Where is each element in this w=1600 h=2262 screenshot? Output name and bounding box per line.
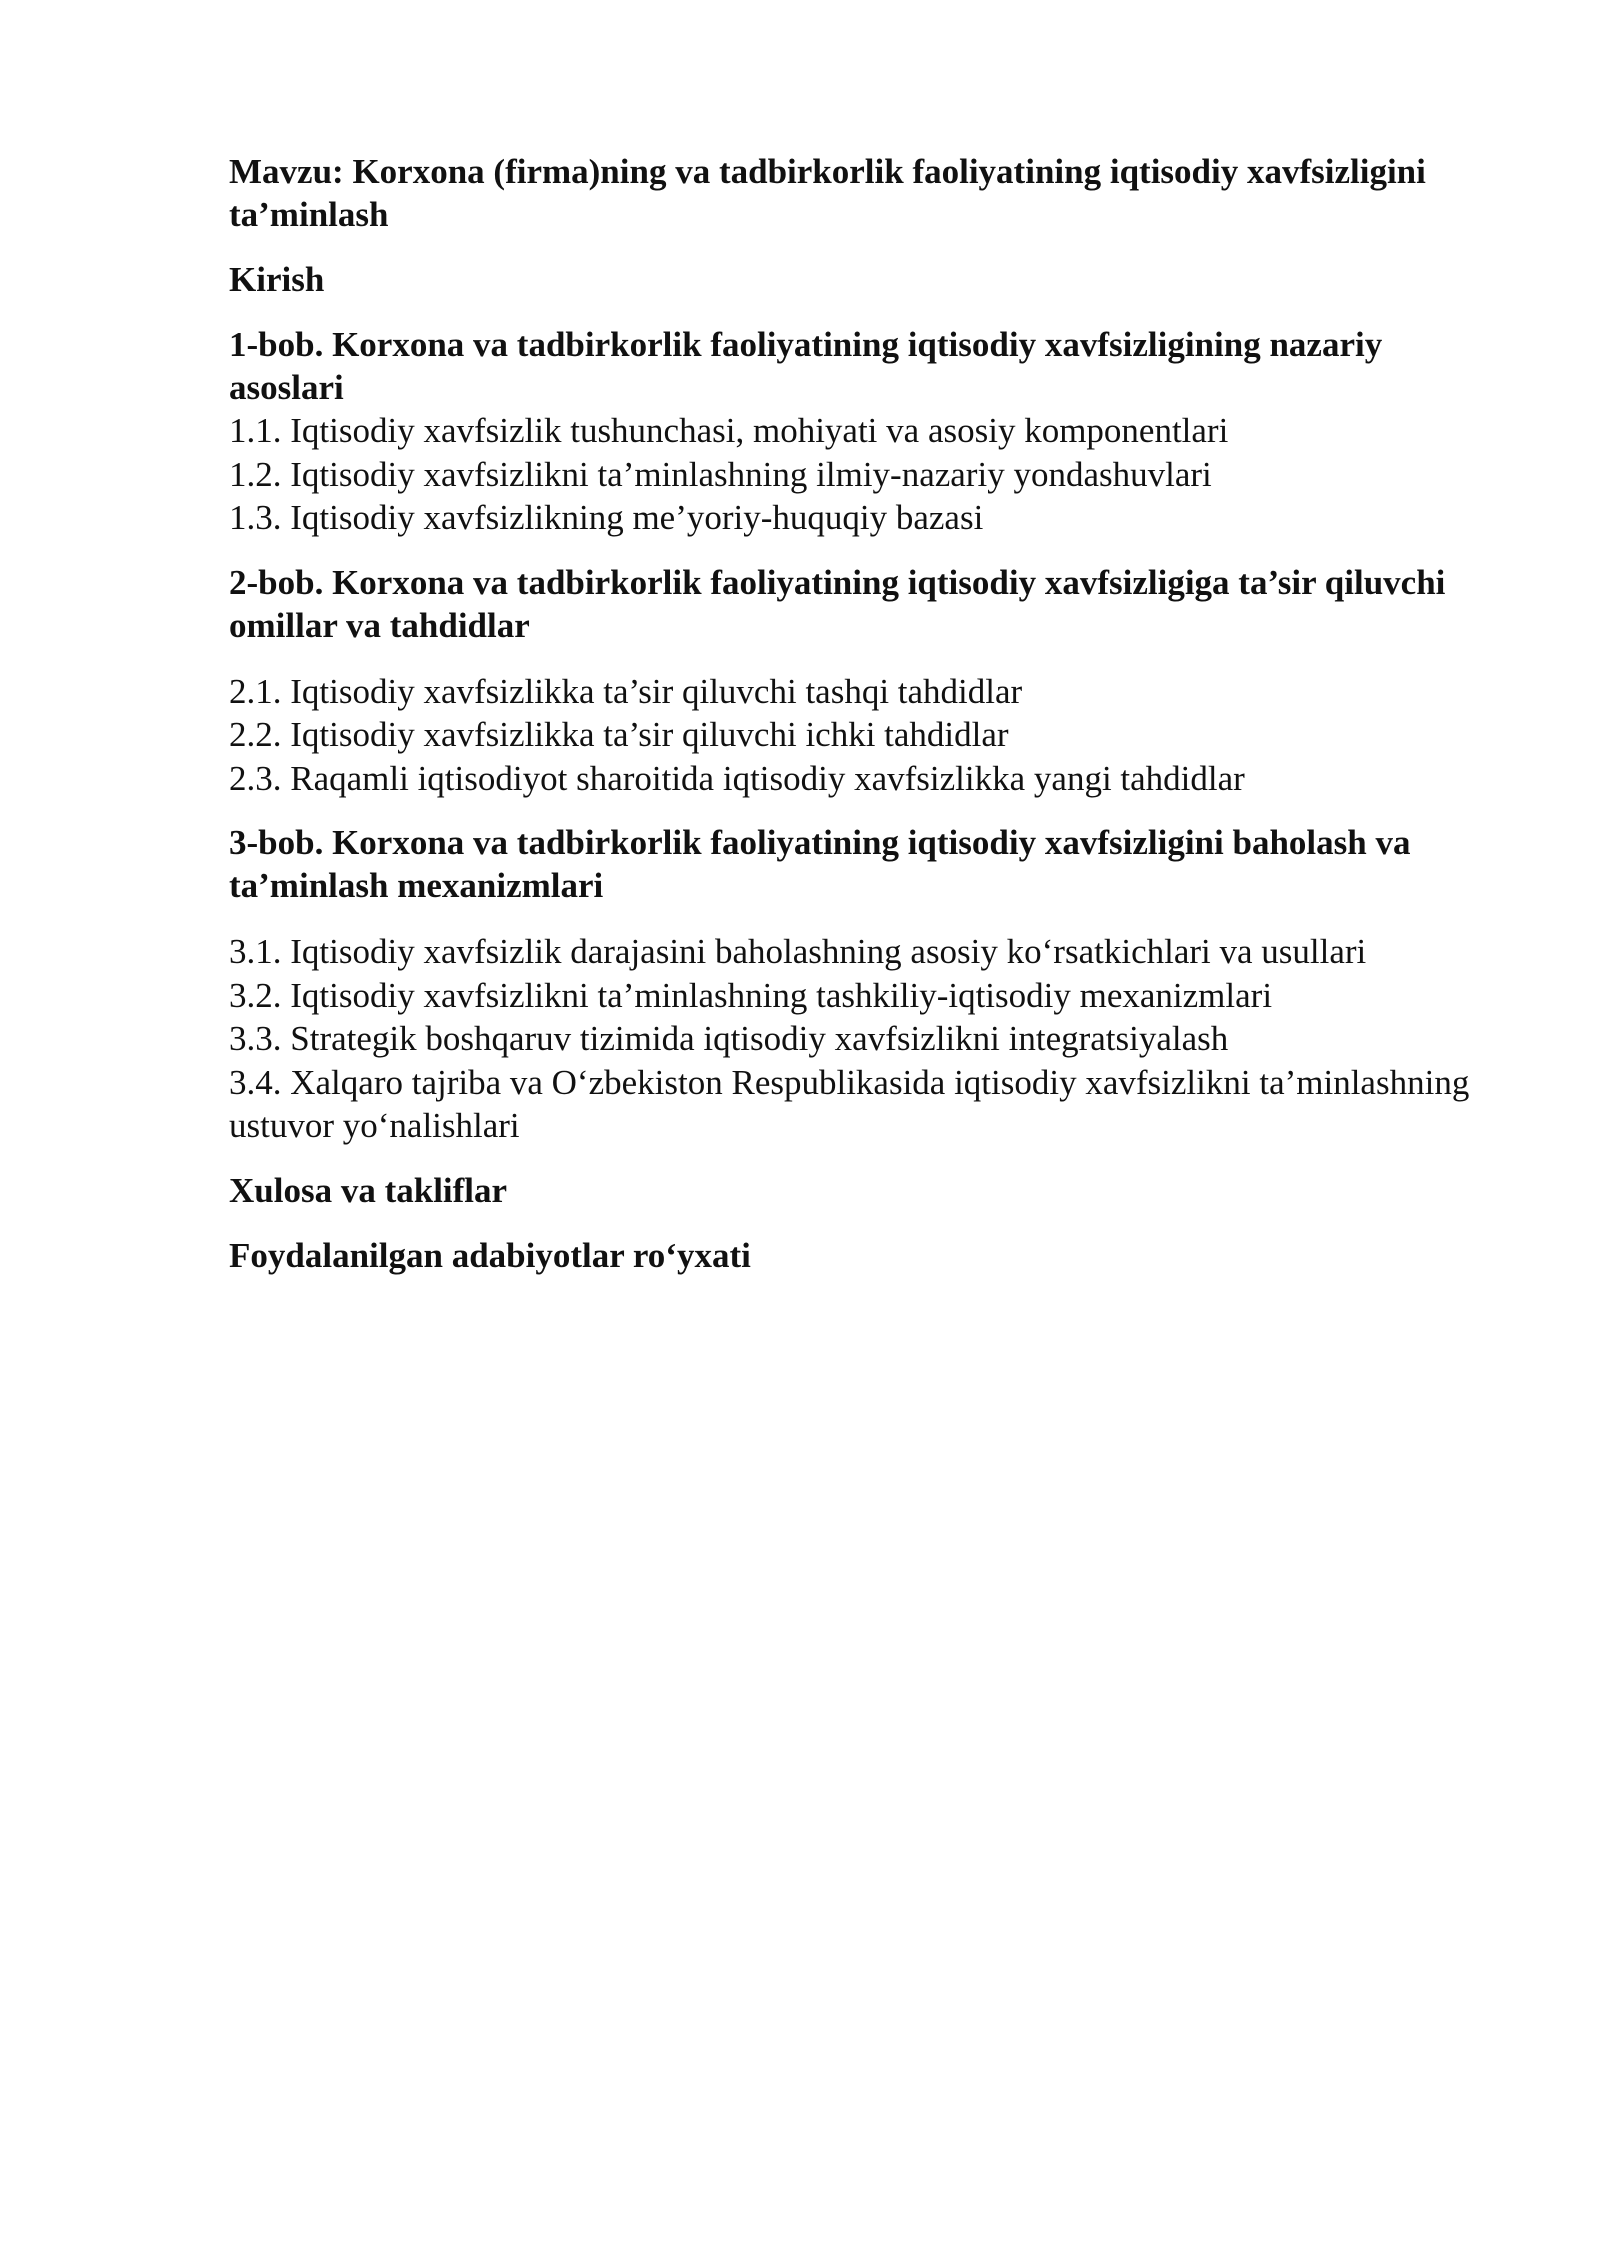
section-2-3: 2.3. Raqamli iqtisodiyot sharoitida iqtisodiy xavfsizlikka yangi tahdidlar	[229, 758, 1245, 798]
conclusion-heading: Xulosa va takliflar	[229, 1170, 508, 1210]
section-3-1: 3.1. Iqtisodiy xavfsizlik darajasini baholashning asosiy ko‘rsatkichlari va usullari	[229, 932, 1367, 971]
section-2-2: 2.2. Iqtisodiy xavfsizlikka ta’sir qiluvchi ichki tahdidlar	[229, 715, 1009, 754]
section-1-2: 1.2. Iqtisodiy xavfsizlikni ta’minlashning ilmiy-nazariy yondashuvlari	[229, 454, 1212, 494]
references-heading: Foydalanilgan adabiyotlar ro‘yxati	[229, 1235, 751, 1275]
document-title: Mavzu: Korxona (firma)ning va tadbirkorlik faoliyatining iqtisodiy xavfsizligini ta’minlash	[229, 152, 1426, 234]
chapter-1-heading: 1-bob. Korxona va tadbirkorlik faoliyatining iqtisodiy xavfsizligining nazariy asoslari	[229, 325, 1383, 407]
intro-heading: Kirish	[229, 260, 325, 299]
section-1-1: 1.1. Iqtisodiy xavfsizlik tushunchasi, mohiyati va asosiy komponentlari	[229, 411, 1229, 450]
section-3-2: 3.2. Iqtisodiy xavfsizlikni ta’minlashning tashkiliy-iqtisodiy mexanizmlari	[229, 975, 1273, 1015]
section-3-4: 3.4. Xalqaro tajriba va O‘zbekiston Respublikasida iqtisodiy xavfsizlikni ta’minlashning ustuvor yo‘nalishlari	[229, 1062, 1470, 1145]
section-3-3: 3.3. Strategik boshqaruv tizimida iqtisodiy xavfsizlikni integratsiyalash	[229, 1019, 1229, 1058]
section-2-1: 2.1. Iqtisodiy xavfsizlikka ta’sir qiluvchi tashqi tahdidlar	[229, 671, 1023, 711]
table-of-contents	[229, 150, 1489, 1277]
chapter-3-heading: 3-bob. Korxona va tadbirkorlik faoliyatining iqtisodiy xavfsizligini baholash va ta’minlash mexanizmlari	[229, 823, 1411, 905]
chapter-2-heading: 2-bob. Korxona va tadbirkorlik faoliyatining iqtisodiy xavfsizligiga ta’sir qiluvchi omillar va tahdidlar	[229, 562, 1446, 645]
section-1-3: 1.3. Iqtisodiy xavfsizlikning me’yoriy-huquqiy bazasi	[229, 498, 984, 537]
